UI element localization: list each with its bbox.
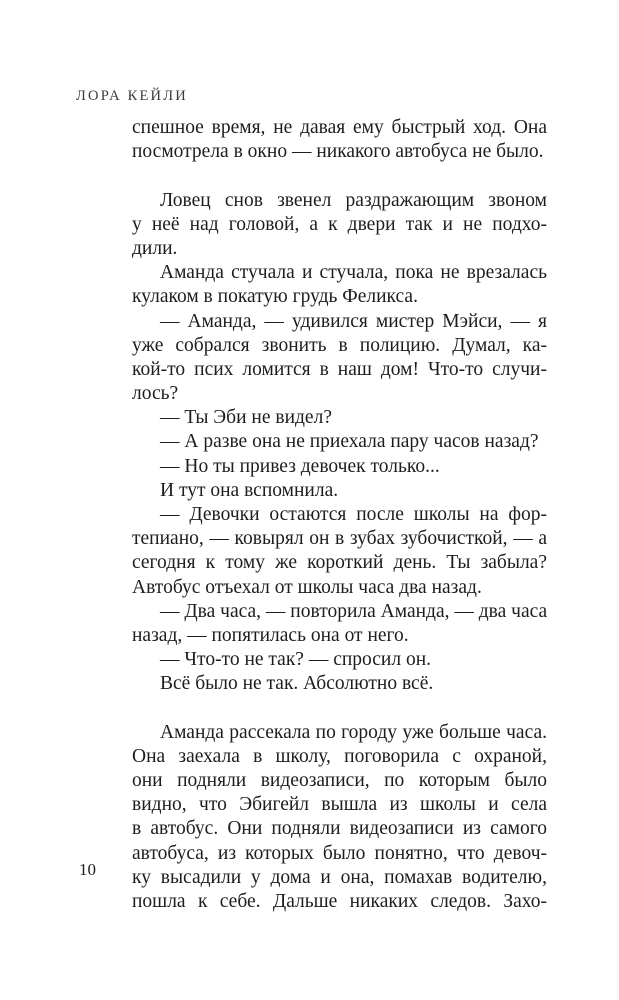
text-line: ку высадили у дома и она, помахав водителю, [132, 866, 547, 888]
text-line: Ловец снов звенел раздражающим звоном [160, 189, 547, 211]
text-line: лось? [132, 383, 179, 405]
text-line: спешное время, не давая ему быстрый ход. Она [132, 117, 547, 138]
text-line: пошла к себе. Дальше никаких следов. Захо- [132, 891, 547, 912]
text-line: — Аманда, — удивился мистер Мэйси, — я [160, 310, 547, 332]
text-line: у неё над головой, а к двери так и не подхо- [132, 213, 547, 235]
text-line: уже собрался звонить в полицию. Думал, ка- [132, 334, 547, 356]
text-line: И тут она вспомнила. [160, 479, 339, 501]
text-line: Аманда рассекала по городу уже больше часа. [160, 721, 547, 743]
text-line: назад, — попятилась она от него. [132, 624, 409, 646]
text-line: дили. [132, 237, 178, 259]
text-line: Аманда стучала и стучала, пока не врезалась [160, 262, 547, 284]
text-line: кой-то псих ломится в наш дом! Что-то случи- [132, 358, 547, 380]
text-line: автобуса, из которых было понятно, что девоч- [132, 842, 547, 864]
text-line: Всё было не так. Абсолютно всё. [160, 673, 434, 695]
text-line: в автобус. Они подняли видеозаписи из самого [132, 818, 547, 840]
text-line: тепиано, — ковырял он в зубах зубочисткой, — а [132, 528, 547, 550]
text-line: — Ты Эби не видел? [160, 407, 332, 429]
text-line: сегодня к тому же короткий день. Ты забыла? [132, 552, 547, 574]
text-line: кулаком в покатую грудь Феликса. [132, 286, 418, 308]
text-line: Она заехала в школу, поговорила с охраной, [132, 745, 547, 767]
text-line: — Но ты привез девочек только... [160, 455, 440, 477]
text-line: — А разве она не приехала пару часов назад? [160, 431, 539, 453]
text-line: видно, что Эбигейл вышла из школы и села [132, 794, 547, 816]
text-line: — Два часа, — повторила Аманда, — два часа [160, 600, 548, 622]
text-line: — Девочки остаются после школы на фор- [160, 504, 547, 525]
body-text [132, 116, 547, 914]
running-header: ЛОРА КЕЙЛИ [76, 88, 188, 104]
text-line: Автобус отъехал от школы часа два назад. [132, 576, 482, 598]
section-break [132, 164, 547, 188]
section-break [132, 697, 547, 721]
text-line: — Что-то не так? — спросил он. [160, 649, 432, 671]
text-line: посмотрела в окно — никакого автобуса не было. [132, 141, 544, 163]
text-line: они подняли видеозаписи, по которым было [132, 770, 547, 792]
page-number: 10 [79, 860, 96, 879]
